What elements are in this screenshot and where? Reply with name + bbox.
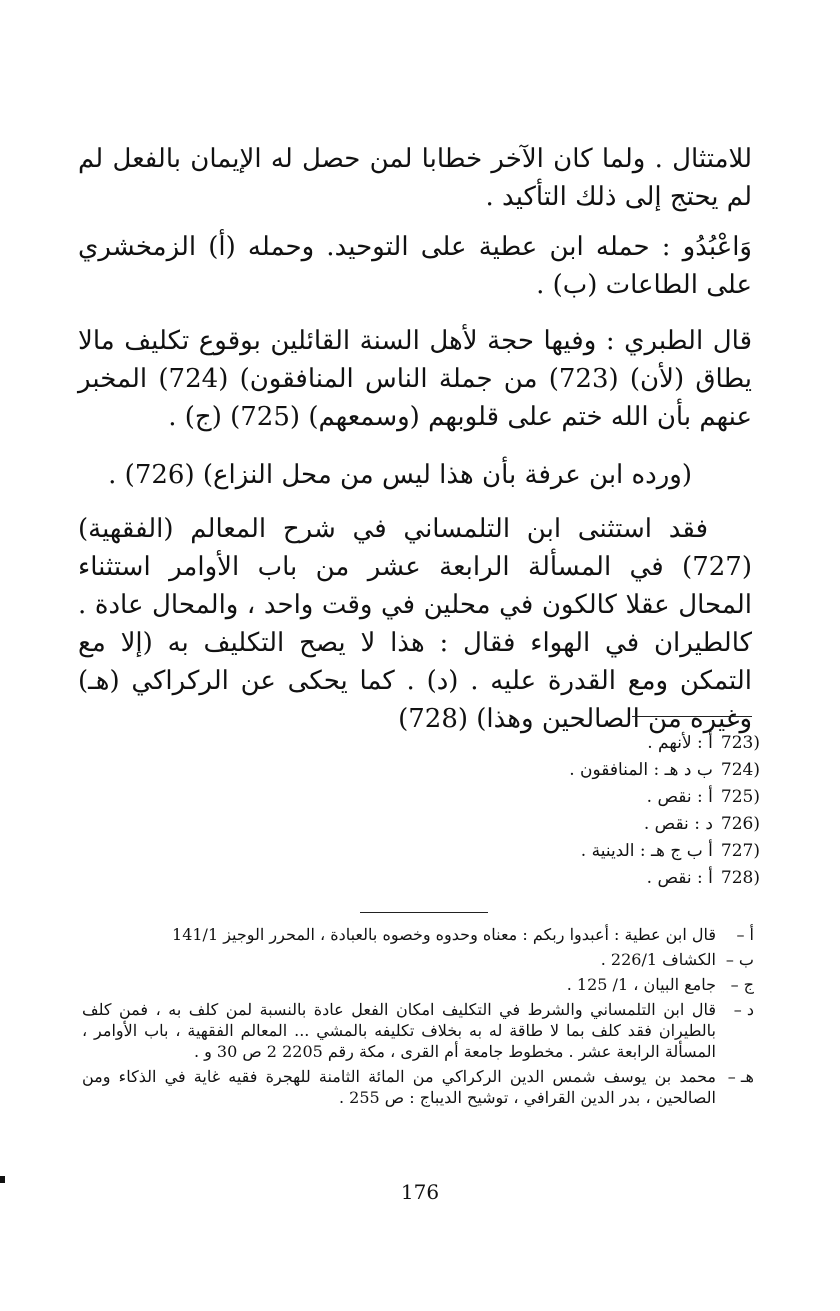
reference-text: محمد بن يوسف شمس الدين الركراكي من المائة الثامنة للهجرة فقيه غاية في الذكاء ومن الصالحين ، بدر الدين القرافي ، توشيح الديباج : ص 255 . [82, 1067, 716, 1107]
variant-note [430, 784, 760, 811]
page-number: 176 [400, 1180, 440, 1204]
reference-note [82, 1066, 754, 1108]
paragraph-1: للامتثال . ولما كان الآخر خطابا لمن حصل له الإيمان بالفعل لم لم يحتج إلى ذلك التأكيد . [78, 144, 752, 212]
variant-note [430, 811, 760, 838]
reference-notes [82, 924, 754, 1112]
reference-mark: ب – [725, 950, 754, 969]
variant-note [430, 730, 760, 757]
variant-note [430, 865, 760, 892]
reference-mark: د – [733, 1000, 754, 1019]
reference-text: قال ابن عطية : أعبدوا ربكم : معناه وحدوه وخصوه بالعبادة ، المحرر الوجيز 141/1 [172, 925, 716, 944]
paragraph-2: وَاعْبُدُو : حمله ابن عطية على التوحيد. وحمله (أ) الزمخشري على الطاعات (ب) . [78, 232, 752, 300]
variant-note-number: 725) [720, 787, 760, 807]
variant-note-number: 727) [720, 841, 760, 861]
footnote-separator [632, 716, 752, 717]
variant-note-text: أ : نقص . [646, 868, 713, 888]
variant-note-number: 728) [720, 868, 760, 888]
variant-note-text: د : نقص . [643, 814, 713, 834]
reference-note [82, 974, 754, 995]
reference-text: جامع البيان ، 1/ 125 . [566, 975, 716, 994]
references-separator [360, 912, 488, 913]
variant-note-text: أ ب ج هـ : الدينية . [580, 841, 713, 861]
variant-note-number: 723) [720, 733, 760, 753]
variant-note-text: أ : نقص . [646, 787, 713, 807]
variant-note-number: 724) [720, 760, 760, 780]
reference-note [82, 999, 754, 1062]
variant-note [430, 757, 760, 784]
paragraph-3: قال الطبري : وفيها حجة لأهل السنة القائلين بوقوع تكليف مالا يطاق (لأن) (723) من جملة الناس المنافقون) (724) المخبر عنهم بأن الله ختم على قلوبهم (وسمعهم) (725) (ج) . [78, 326, 753, 432]
reference-mark: هـ – [727, 1067, 754, 1086]
reference-note [82, 949, 754, 970]
reference-note [82, 924, 754, 945]
reference-mark: أ – [736, 925, 754, 944]
margin-mark [0, 1176, 5, 1183]
paragraph-5: فقد استثنى ابن التلمساني في شرح المعالم (الفقهية) (727) في المسألة الرابعة عشر من باب الأوامر استثناء المحال عقلا كالكون في محلين في وقت واحد ، والمحال عادة . كالطيران في الهواء فقال : هذا لا يصح التكليف به (إلا مع التمكن ومع القدرة عليه . (د) . كما يحكى عن الركراكي (هـ) وغيره من الصالحين وهذا) (728) [78, 514, 753, 734]
paragraph-4: (ورده ابن عرفة بأن هذا ليس من محل النزاع) (726) . [108, 460, 692, 490]
variant-notes [430, 730, 760, 892]
reference-text: الكشاف 226/1 . [600, 950, 716, 969]
reference-mark: ج – [730, 975, 754, 994]
reference-text: قال ابن التلمساني والشرط في التكليف امكان الفعل عادة بالنسبة لمن كلف به ، فمن كلف بالطيران فقد كلف بما لا طاقة له به بخلاف تكليفه بالمشي ... المعالم الفقهية ، باب الأوامر ، المسألة الرابعة عشر . مخطوط جامعة أم القرى ، مكة رقم 2205 2 ص 30 و . [82, 1000, 716, 1061]
variant-note [430, 838, 760, 865]
variant-note-text: أ : لأنهم . [647, 733, 713, 753]
variant-note-text: ب د هـ : المنافقون . [569, 760, 713, 780]
variant-note-number: 726) [720, 814, 760, 834]
